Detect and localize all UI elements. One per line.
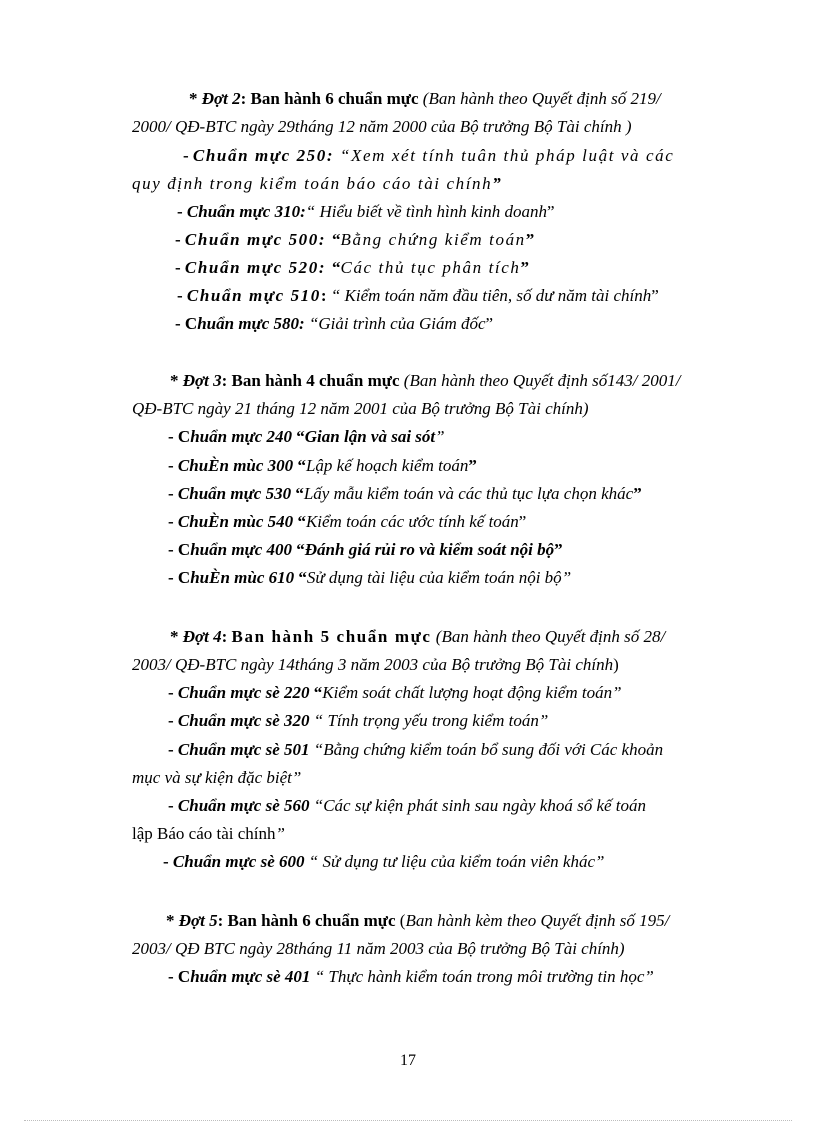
batch-3-heading: * Đợt 3: Ban hành 4 chuẩn mực (Ban hành theo Quyết định số143/ 2001/ xyxy=(170,371,681,390)
footer-divider xyxy=(24,1120,792,1121)
standard-400: - Chuẩn mực 400 “Đánh giá rủi ro và kiểm soát nội bộ” xyxy=(168,540,563,559)
batch-5-decree: 2003/ QĐ BTC ngày 28tháng 11 năm 2003 của Bộ trưởng Bộ Tài chính) xyxy=(132,939,625,958)
standard-560: - Chuẩn mực sè 560 “Các sự kiện phát sinh sau ngày khoá sổ kế toán xyxy=(168,796,647,815)
standard-320: - Chuẩn mực sè 320 “ Tính trọng yếu trong kiểm toán” xyxy=(168,711,549,730)
standard-250-cont: quy định trong kiểm toán báo cáo tài chính” xyxy=(132,174,503,193)
batch-4-heading: * Đợt 4: Ban hành 5 chuẩn mực (Ban hành theo Quyết định số 28/ xyxy=(170,627,666,646)
standard-580: - Chuẩn mực 580: “Giải trình của Giám đốc” xyxy=(175,314,494,333)
standard-560-cont: lập Báo cáo tài chính” xyxy=(132,824,285,843)
batch-4-decree: 2003/ QĐ-BTC ngày 14tháng 3 năm 2003 của Bộ trưởng Bộ Tài chính) xyxy=(132,655,619,674)
standard-310: - Chuẩn mực 310:“ Hiểu biết về tình hình kinh doanh” xyxy=(177,202,555,221)
standard-520: - Chuẩn mực 520: “Các thủ tục phân tích” xyxy=(175,258,529,277)
standard-500: - Chuẩn mực 500: “Bằng chứng kiểm toán” xyxy=(175,230,535,249)
standard-501-cont: mục và sự kiện đặc biệt” xyxy=(132,768,302,787)
batch-2-decree: 2000/ QĐ-BTC ngày 29tháng 12 năm 2000 của Bộ trưởng Bộ Tài chính ) xyxy=(132,117,632,136)
standard-600: - Chuẩn mực sè 600 “ Sử dụng tư liệu của kiểm toán viên khác” xyxy=(163,852,605,871)
standard-240: - Chuẩn mực 240 “Gian lận và sai sót” xyxy=(168,427,445,446)
standard-250: - Chuẩn mực 250: “Xem xét tính tuân thủ pháp luật và các xyxy=(183,146,675,165)
batch-3-decree: QĐ-BTC ngày 21 tháng 12 năm 2001 của Bộ trưởng Bộ Tài chính) xyxy=(132,399,589,418)
standard-530: - Chuẩn mực 530 “Lấy mẫu kiểm toán và các thủ tục lựa chọn khác” xyxy=(168,484,642,503)
standard-501: - Chuẩn mực sè 501 “Bằng chứng kiểm toán bổ sung đối với Các khoản xyxy=(168,740,664,759)
standard-610: - ChuÈn mùc 610 “Sử dụng tài liệu của kiểm toán nội bộ” xyxy=(168,568,572,587)
standard-540: - ChuÈn mùc 540 “Kiểm toán các ước tính kế toán” xyxy=(168,512,527,531)
standard-401: - Chuẩn mực sè 401 “ Thực hành kiểm toán trong môi trường tin học” xyxy=(168,967,654,986)
batch-5-heading: * Đợt 5: Ban hành 6 chuẩn mực (Ban hành kèm theo Quyết định số 195/ xyxy=(166,911,670,930)
standard-220: - Chuẩn mực sè 220 “Kiểm soát chất lượng hoạt động kiểm toán” xyxy=(168,683,622,702)
standard-300: - ChuÈn mùc 300 “Lập kế hoạch kiểm toán” xyxy=(168,456,477,475)
page-number: 17 xyxy=(400,1052,416,1069)
standard-510: - Chuẩn mực 510: “ Kiểm toán năm đầu tiên, số dư năm tài chính” xyxy=(177,286,659,305)
batch-2-heading: * Đợt 2: Ban hành 6 chuẩn mực (Ban hành theo Quyết định số 219/ xyxy=(189,89,661,108)
